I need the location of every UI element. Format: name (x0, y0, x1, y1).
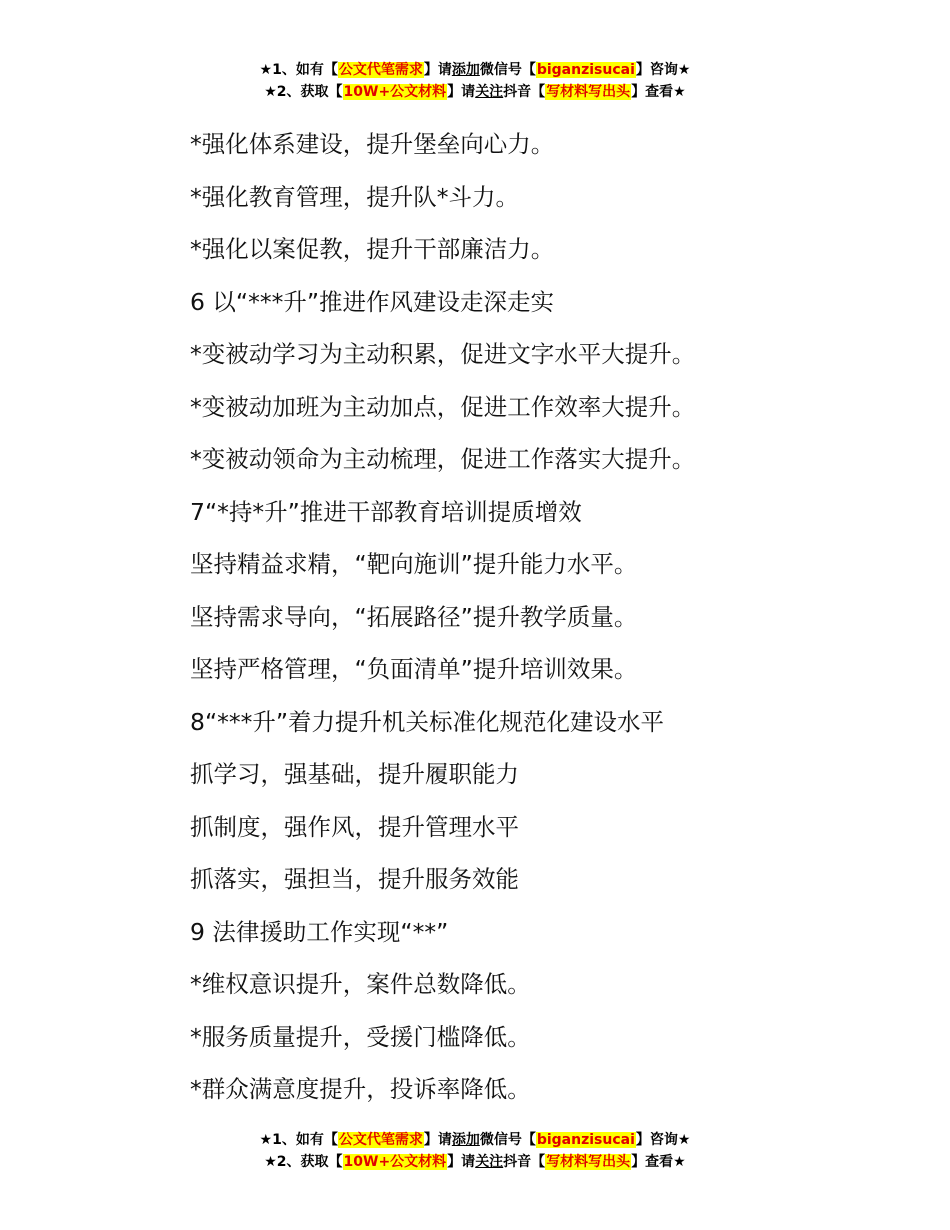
banner-text: 】请 (423, 1132, 452, 1148)
emphasis-add: 添加 (451, 62, 480, 78)
section-heading: 9 法律援助工作实现“**” (190, 917, 449, 946)
banner-line-2 (0, 81, 950, 103)
section-heading: 6 以“***升”推进作风建设走深走实 (190, 287, 555, 316)
banner-text: 】咨询★ (635, 62, 691, 78)
paragraph: *强化体系建设，提升堡垒向心力。 (190, 130, 555, 158)
paragraph: 抓学习，强基础，提升履职能力 (190, 760, 519, 788)
paragraph: *强化教育管理，提升队*斗力。 (190, 182, 519, 211)
emphasis-follow: 关注 (475, 1154, 504, 1170)
banner-text: 】咨询★ (635, 1132, 691, 1148)
header-banner (0, 59, 950, 103)
banner-text: 】请 (423, 62, 452, 78)
section-heading: 7“*持*升”推进干部教育培训提质增效 (190, 497, 582, 526)
banner-text: ★2、获取【 (264, 84, 343, 100)
banner-text: 微信号【 (479, 1132, 536, 1148)
highlight-ghostwriting: 公文代笔需求 (338, 62, 423, 78)
highlight-materials: 10W+公文材料 (343, 84, 447, 100)
banner-text: 】查看★ (631, 84, 686, 100)
banner-line-1 (0, 1129, 950, 1151)
paragraph: *强化以案促教，提升干部廉洁力。 (190, 235, 555, 263)
paragraph: *变被动加班为主动加点，促进工作效率大提升。 (190, 392, 696, 421)
banner-text: ★1、如有【 (259, 62, 338, 78)
banner-line-1 (0, 59, 950, 81)
banner-text: 抖音【 (503, 1154, 546, 1170)
emphasis-follow: 关注 (475, 84, 504, 100)
paragraph: 抓落实，强担当，提升服务效能 (190, 865, 519, 893)
banner-text: 】查看★ (631, 1154, 686, 1170)
highlight-materials: 10W+公文材料 (343, 1154, 447, 1170)
banner-text: 】请 (447, 84, 476, 100)
paragraph: 坚持严格管理，“负面清单”提升培训效果。 (190, 655, 638, 683)
banner-text: 抖音【 (503, 84, 546, 100)
highlight-wechat-id: biganzisucai (536, 62, 635, 78)
banner-text: 微信号【 (479, 62, 536, 78)
emphasis-add: 添加 (451, 1132, 480, 1148)
paragraph: *变被动学习为主动积累，促进文字水平大提升。 (190, 340, 696, 368)
banner-text: ★1、如有【 (259, 1132, 338, 1148)
paragraph: *变被动领命为主动梳理，促进工作落实大提升。 (190, 445, 696, 473)
banner-text: 】请 (447, 1154, 476, 1170)
document-body (190, 118, 890, 1116)
highlight-douyin-account: 写材料写出头 (546, 1154, 631, 1170)
banner-text: ★2、获取【 (264, 1154, 343, 1170)
paragraph: *维权意识提升，案件总数降低。 (190, 970, 531, 998)
paragraph: 抓制度，强作风，提升管理水平 (190, 812, 519, 841)
footer-banner (0, 1129, 950, 1173)
highlight-ghostwriting: 公文代笔需求 (338, 1132, 423, 1148)
paragraph: 坚持精益求精，“靶向施训”提升能力水平。 (190, 550, 638, 578)
highlight-wechat-id: biganzisucai (536, 1132, 635, 1148)
paragraph: 坚持需求导向，“拓展路径”提升教学质量。 (190, 602, 638, 631)
paragraph: *服务质量提升，受援门槛降低。 (190, 1022, 531, 1051)
highlight-douyin-account: 写材料写出头 (546, 84, 631, 100)
banner-line-2 (0, 1151, 950, 1173)
paragraph: *群众满意度提升，投诉率降低。 (190, 1075, 531, 1103)
section-heading: 8“***升”着力提升机关标准化规范化建设水平 (190, 707, 665, 736)
